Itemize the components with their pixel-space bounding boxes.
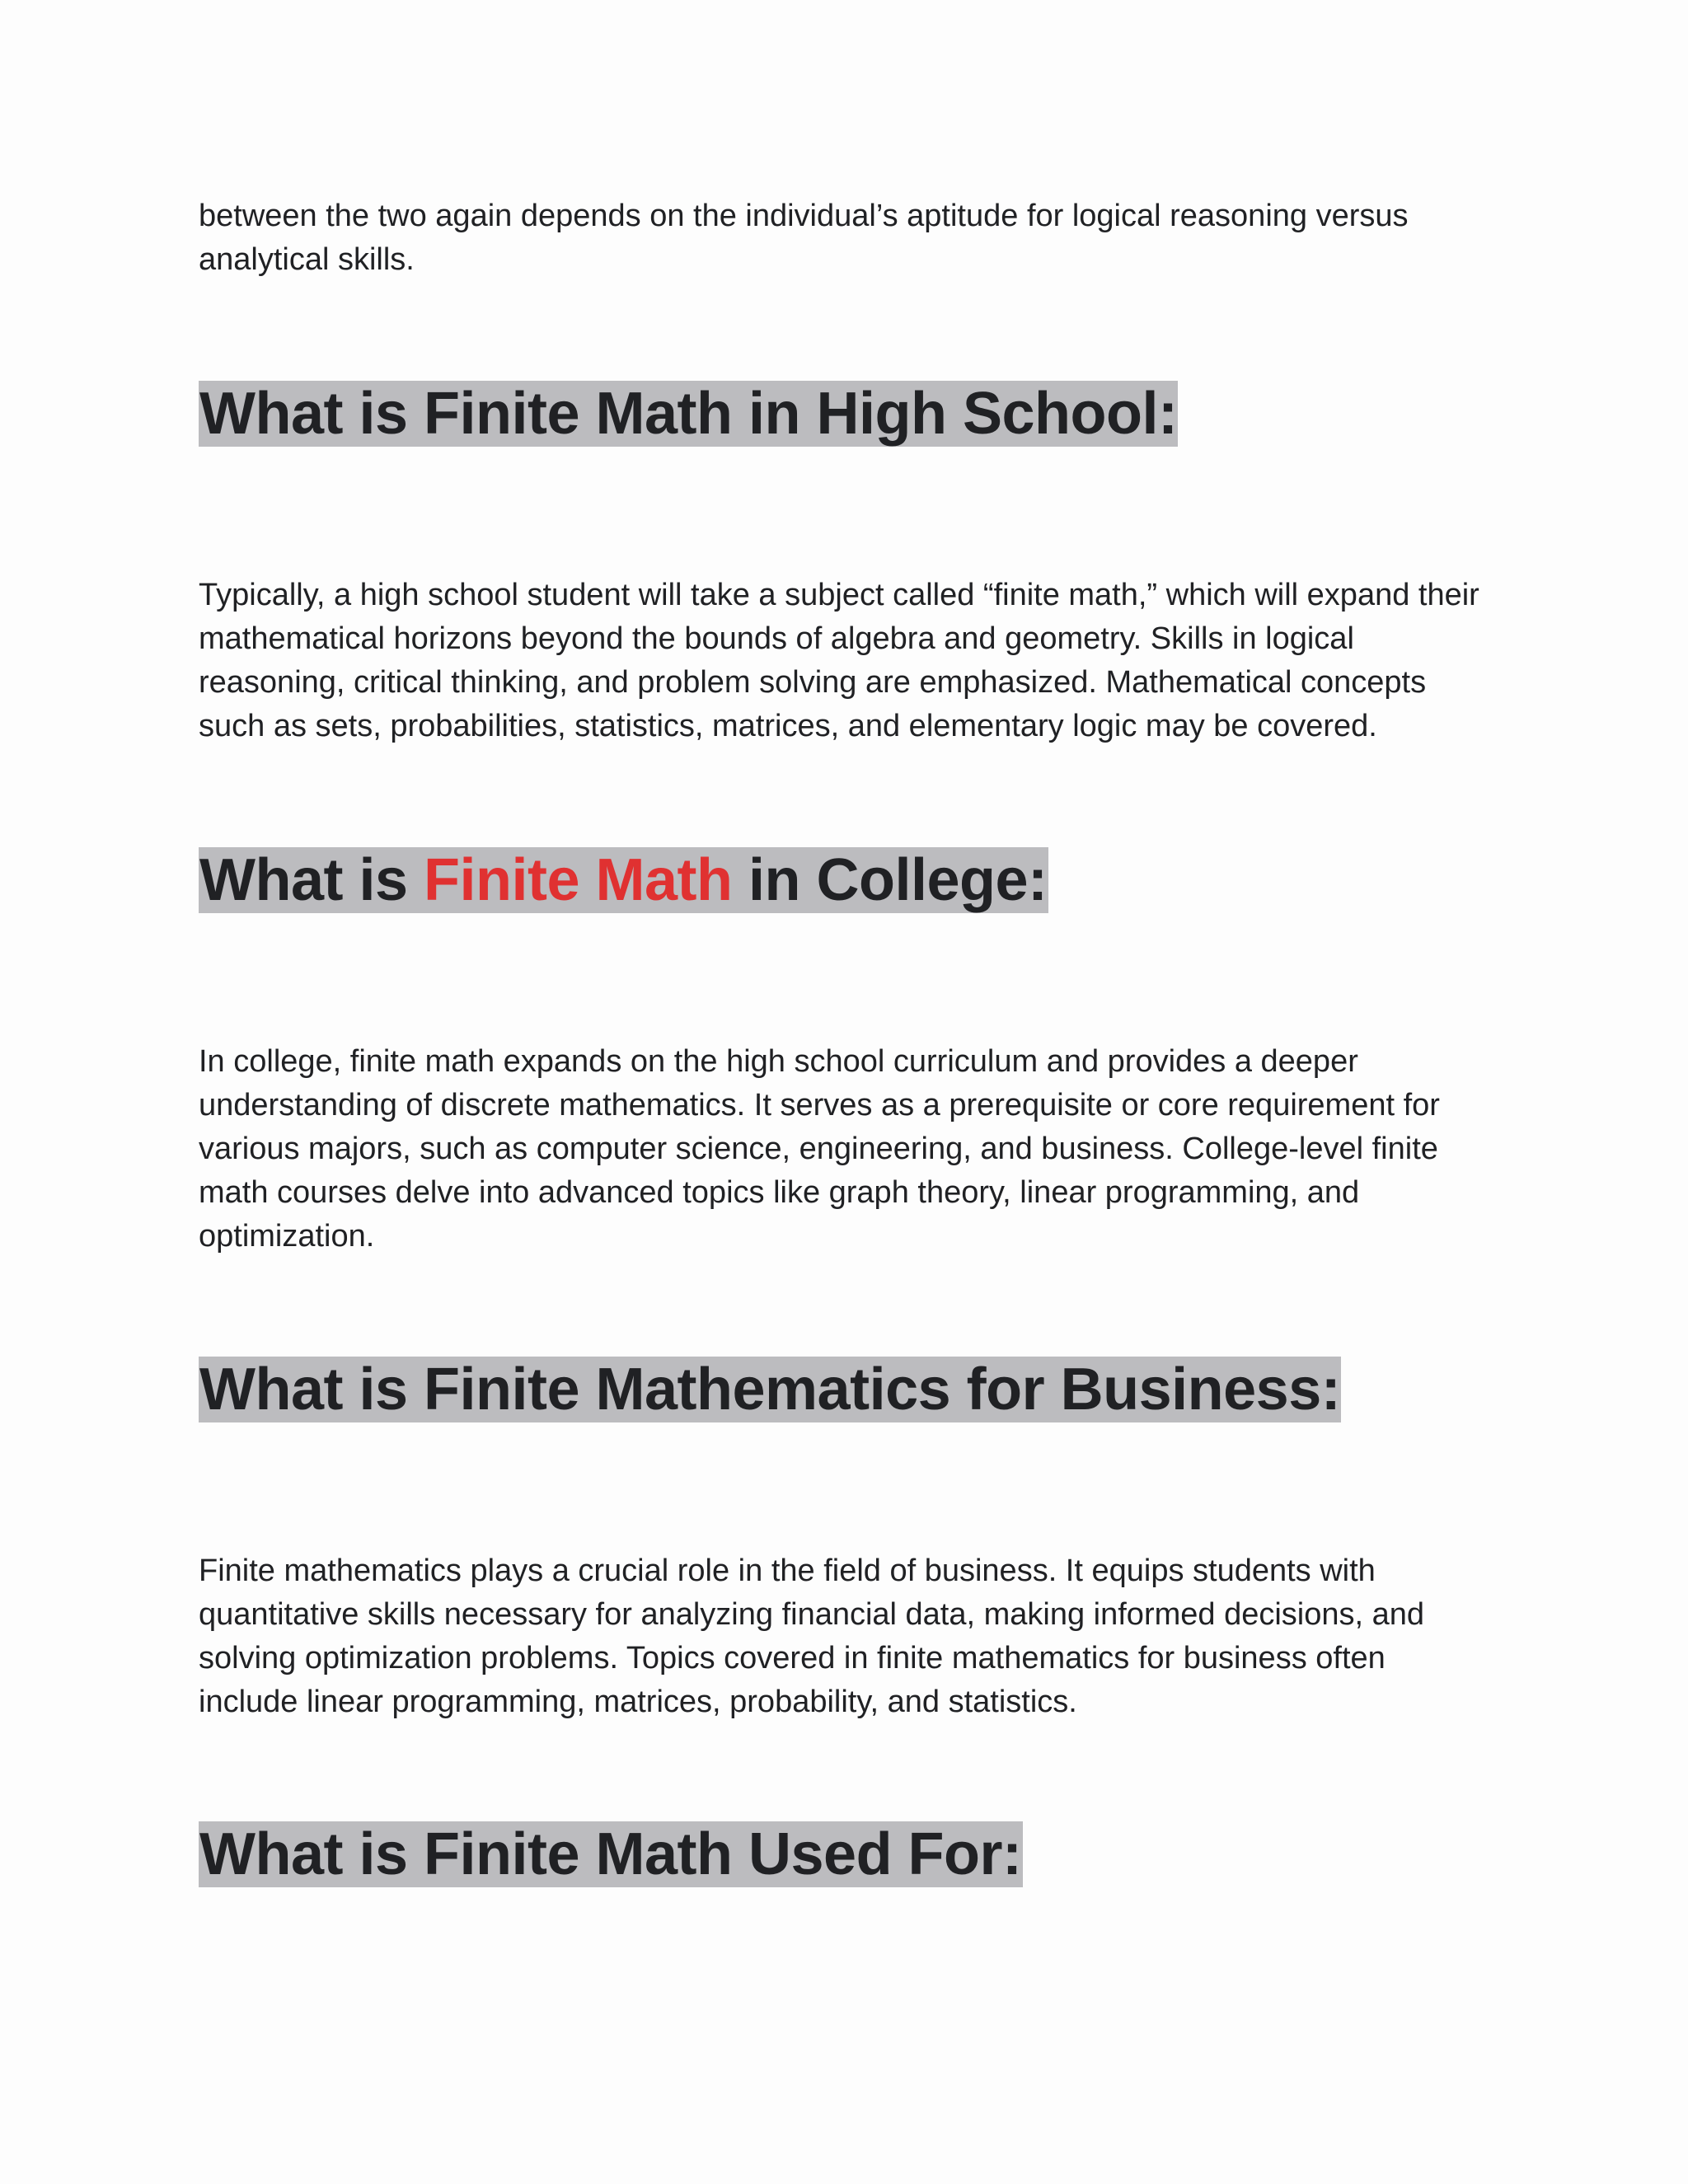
section-high-school-heading-block [199,379,1484,448]
section-business-body-block [199,1549,1484,1724]
section-high-school-body-block [199,574,1484,748]
section-heading-high-school [199,379,1484,448]
heading-highlight: What is Finite Math in High School: [199,381,1178,447]
section-body-college: In college, finite math expands on the high school curriculum and provides a deeper understanding of discrete mathematics. It serves as a prerequisite or core requirement for various majors, such as computer science, engineering, and business. College-level finite math courses delve into advanced topics like graph theory, linear programming, and optimization. [199,1044,1440,1254]
section-heading-business [199,1355,1484,1424]
section-used-for-heading-block [199,1820,1484,1889]
heading-highlight: What is Finite Mathematics for Business: [199,1357,1341,1422]
section-college-heading-block [199,846,1484,915]
intro-paragraph: between the two again depends on the individual’s aptitude for logical reasoning versus analytical skills. [199,199,1409,277]
finite-math-link[interactable]: Finite Math [424,847,733,913]
heading-highlight [199,847,1048,913]
heading-prefix: What is [199,847,424,913]
section-body-business: Finite mathematics plays a crucial role in the field of business. It equips students with quantitative skills necessary for analyzing financial data, making informed decisions, and solving optimization problems. Topics covered in finite mathematics for business often include linear programming, matrices, probability, and statistics. [199,1554,1425,1719]
section-body-high-school: Typically, a high school student will take a subject called “finite math,” which will expand their mathematical horizons beyond the bounds of algebra and geometry. Skills in logical reasoning, critical thinking, and problem solving are emphasized. Mathematical concepts such as sets, probabilities, statistics, matrices, and elementary logic may be covered. [199,578,1479,743]
heading-suffix: in College: [732,847,1048,913]
section-business-heading-block [199,1355,1484,1424]
section-heading-used-for [199,1820,1484,1889]
heading-highlight: What is Finite Math Used For: [199,1821,1022,1887]
section-heading-college [199,846,1484,915]
section-college-body-block [199,1040,1484,1258]
intro-block [199,194,1484,282]
